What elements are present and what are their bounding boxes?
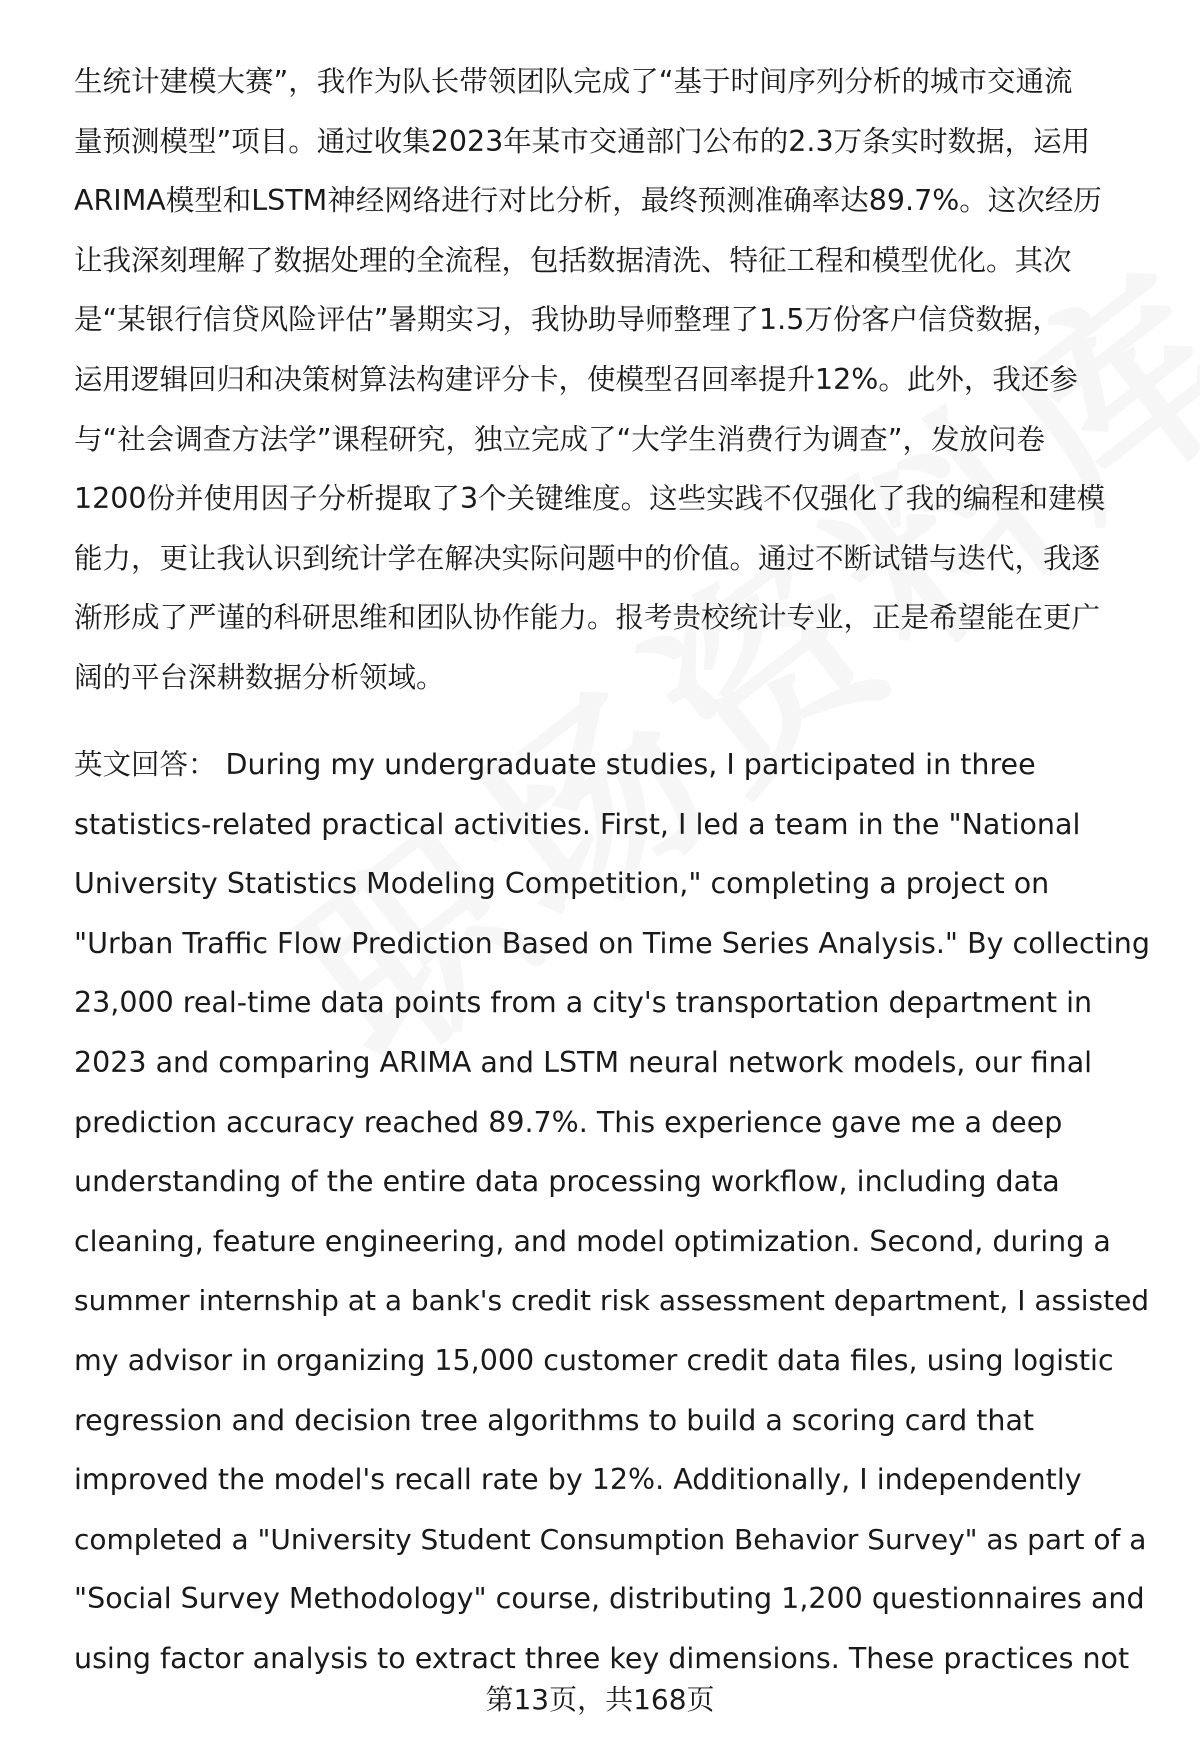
text-line: 23,000 real-time data points from a city's transportation department in bbox=[74, 986, 1093, 1020]
text-line: regression and decision tree algorithms to build a scoring card that bbox=[74, 1403, 1035, 1437]
text-line: my advisor in organizing 15,000 customer credit data files, using logistic bbox=[74, 1343, 1114, 1377]
text-line: using factor analysis to extract three key dimensions. These practices not bbox=[74, 1641, 1130, 1675]
text-line: 让我深刻理解了数据处理的全流程，包括数据清洗、特征工程和模型优化。其次 bbox=[74, 243, 1072, 277]
text-line: statistics-related practical activities. First, I led a team in the "National bbox=[74, 807, 1081, 841]
english-paragraph bbox=[74, 735, 1154, 1689]
text-line: 阔的平台深耕数据分析领域。 bbox=[74, 660, 445, 694]
chinese-paragraph bbox=[74, 52, 1154, 708]
text-line: 量预测模型”项目。通过收集2023年某市交通部门公布的2.3万条实时数据，运用 bbox=[74, 124, 1091, 158]
text-line: "Urban Traffic Flow Prediction Based on Time Series Analysis." By collecting bbox=[74, 926, 1150, 960]
text-line: understanding of the entire data processing workflow, including data bbox=[74, 1165, 1060, 1199]
text-line: prediction accuracy reached 89.7%. This experience gave me a deep bbox=[74, 1105, 1063, 1139]
text-line: 渐形成了严谨的科研思维和团队协作能力。报考贵校统计专业，正是希望能在更广 bbox=[74, 601, 1101, 635]
text-line: 2023 and comparing ARIMA and LSTM neural network models, our final bbox=[74, 1045, 1093, 1079]
text-line: 能力，更让我认识到统计学在解决实际问题中的价值。通过不断试错与迭代，我逐 bbox=[74, 541, 1101, 575]
text-line: 1200份并使用因子分析提取了3个关键维度。这些实践不仅强化了我的编程和建模 bbox=[74, 482, 1106, 516]
text-line: 是“某银行信贷风险评估”暑期实习，我协助导师整理了1.5万份客户信贷数据， bbox=[74, 303, 1061, 337]
text-line: cleaning, feature engineering, and model optimization. Second, during a bbox=[74, 1224, 1111, 1258]
text-line: University Statistics Modeling Competition," completing a project on bbox=[74, 867, 1050, 901]
page-number: 第13页，共168页 bbox=[485, 1683, 715, 1716]
text-line: ARIMA模型和LSTM神经网络进行对比分析，最终预测准确率达89.7%。这次经历 bbox=[74, 184, 1102, 218]
text-line: 与“社会调查方法学”课程研究，独立完成了“大学生消费行为调查”，发放问卷 bbox=[74, 422, 1046, 456]
text-line: 生统计建模大赛”，我作为队长带领团队完成了“基于时间序列分析的城市交通流 bbox=[74, 65, 1073, 98]
text-line: 英文回答： During my undergraduate studies, I participated in three bbox=[74, 748, 1036, 781]
text-line: "Social Survey Methodology" course, distributing 1,200 questionnaires and bbox=[74, 1582, 1145, 1616]
text-line: 运用逻辑回归和决策树算法构建评分卡，使模型召回率提升12%。此外，我还参 bbox=[74, 362, 1078, 396]
text-line: improved the model's recall rate by 12%. Additionally, I independently bbox=[74, 1463, 1082, 1497]
text-line: summer internship at a bank's credit risk assessment department, I assisted bbox=[74, 1284, 1150, 1318]
text-line: completed a "University Student Consumption Behavior Survey" as part of a bbox=[74, 1522, 1147, 1556]
